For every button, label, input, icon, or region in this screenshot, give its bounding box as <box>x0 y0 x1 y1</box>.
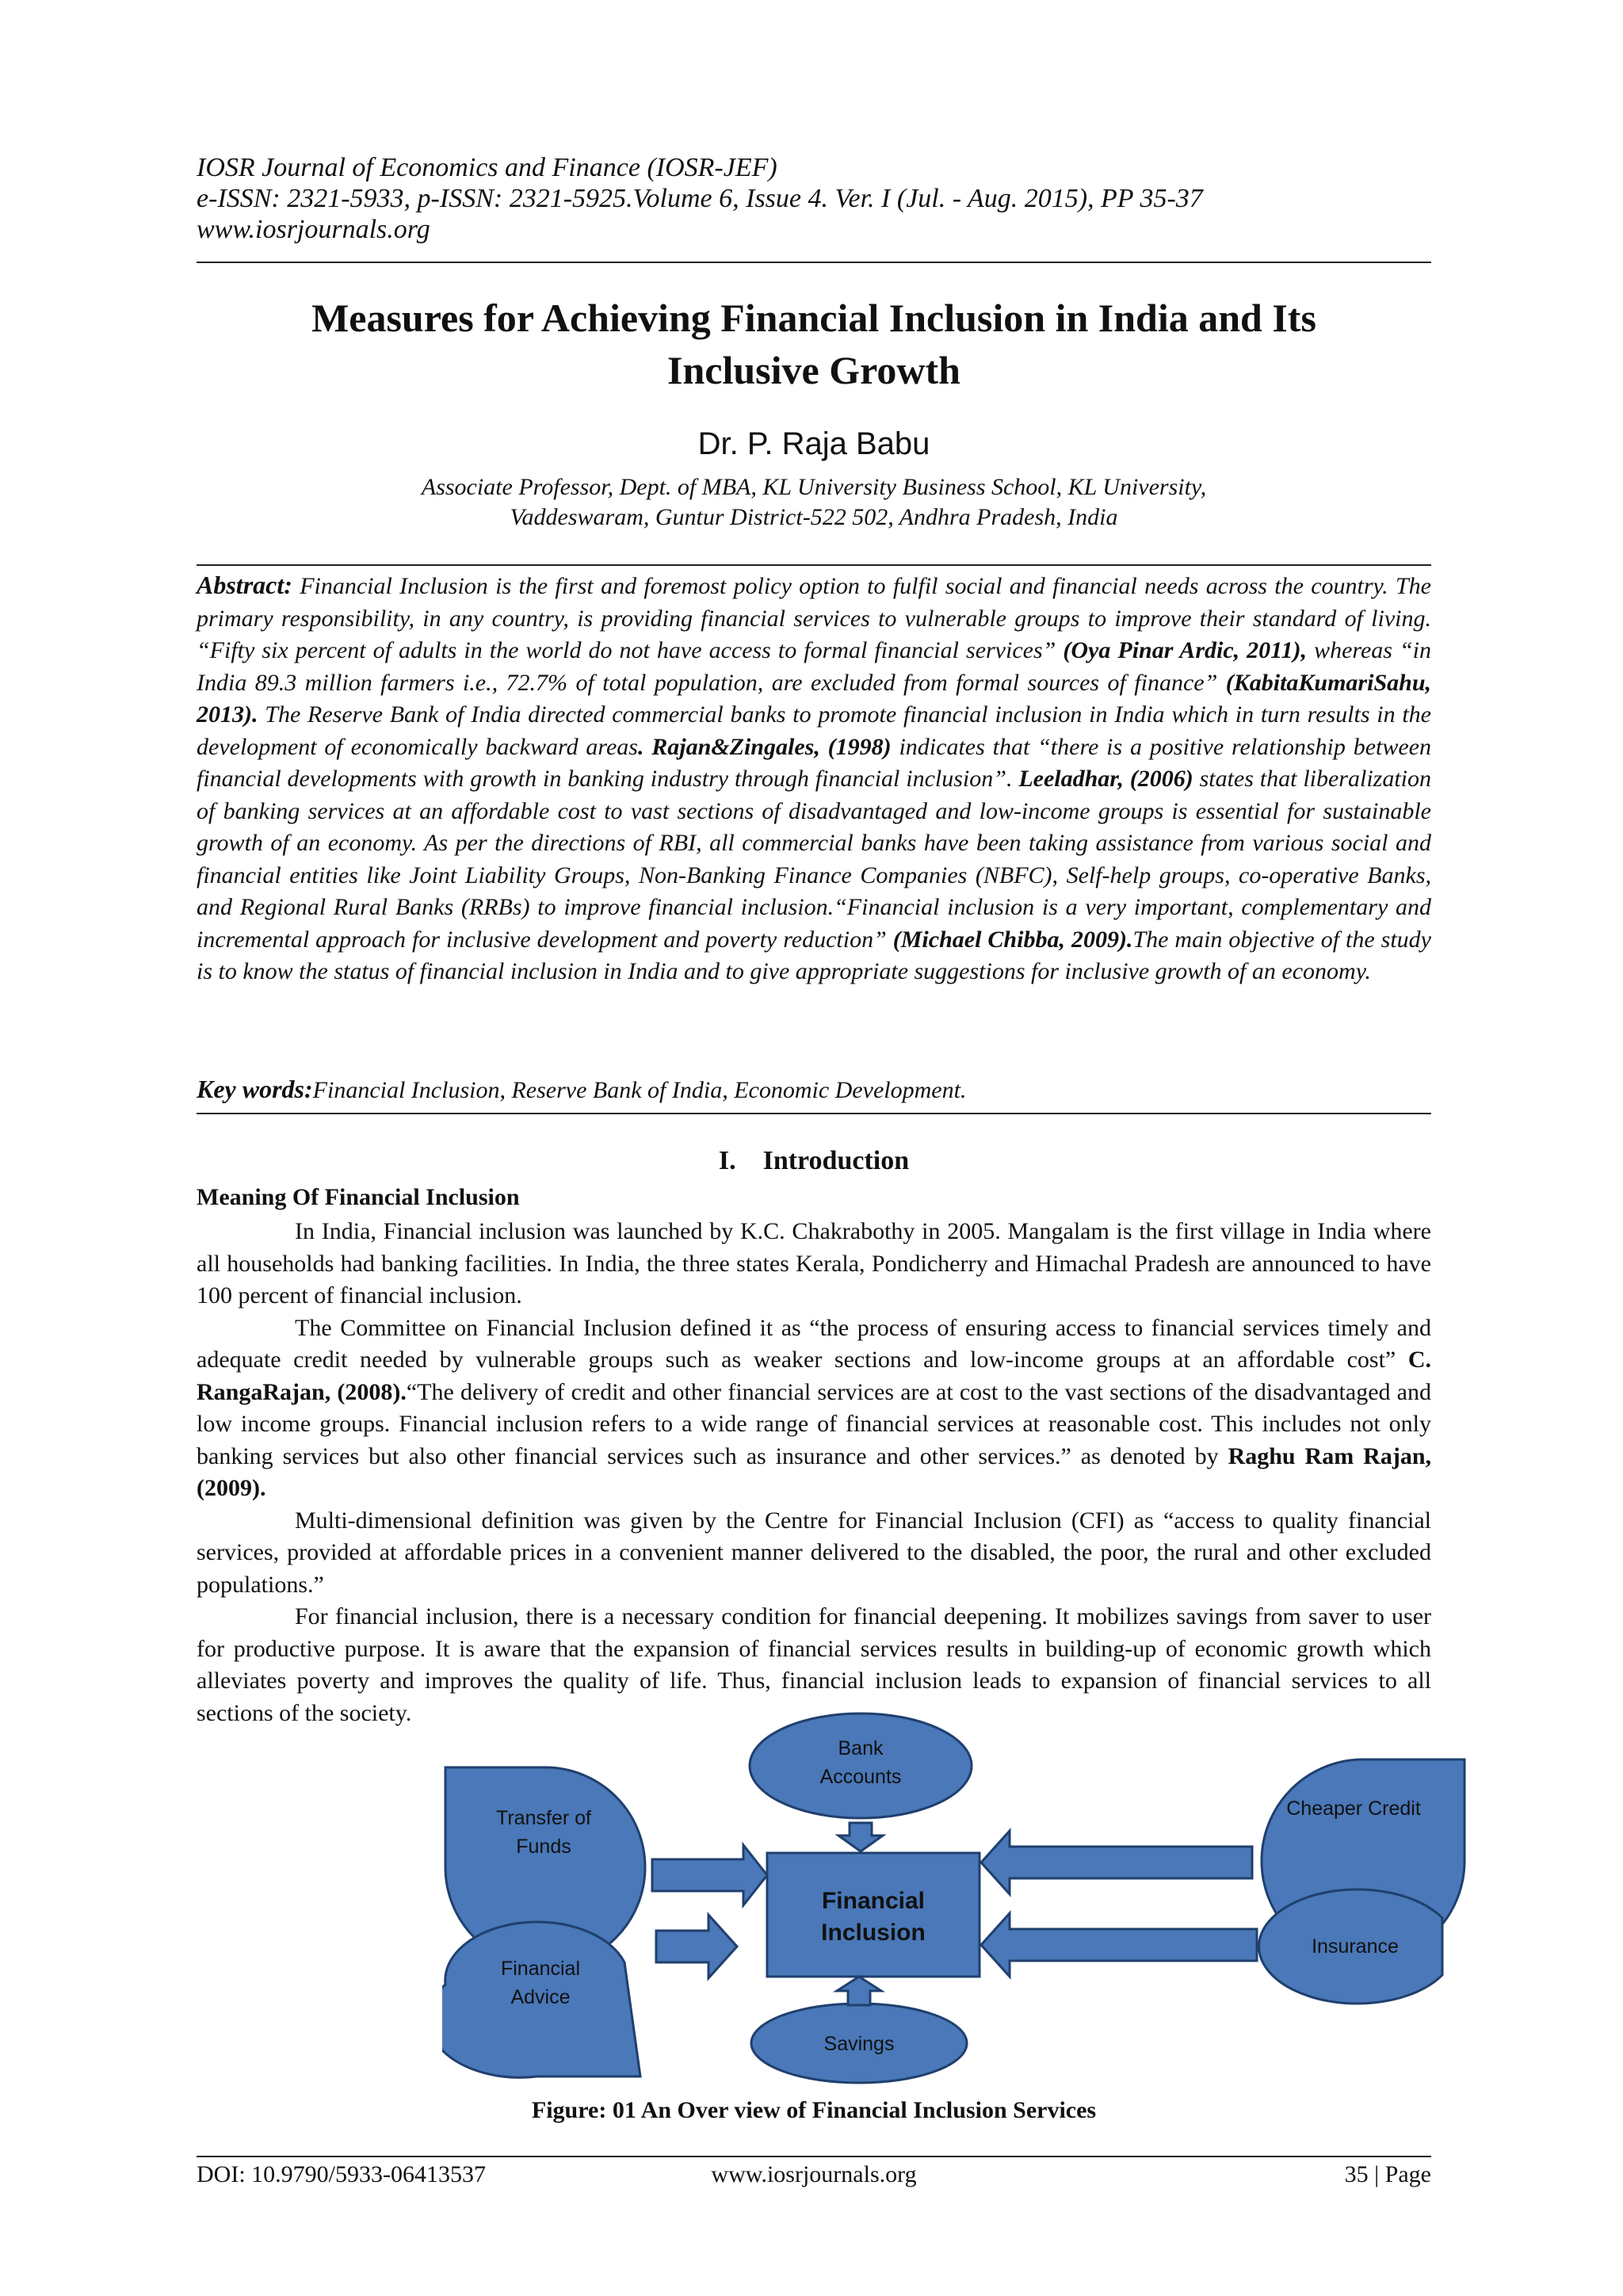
paragraph <box>197 1312 1431 1505</box>
arrow-advice-to-center <box>656 1915 737 1978</box>
subsection-heading: Meaning Of Financial Inclusion <box>197 1184 520 1210</box>
center-label-2: Inclusion <box>821 1920 926 1946</box>
section-heading: I. Introduction <box>718 1146 910 1175</box>
paragraph: Multi-dimensional definition was given by the Centre for Financial Inclusion (CFI) as “access to quality financial services, provided at affordable prices in a convenient manner delivered to the disabled, the poor, the rural and other excluded populations.” <box>197 1507 1431 1598</box>
arrow-credit-to-center <box>981 1831 1252 1894</box>
affiliation-line-1: Associate Professor, Dept. of MBA, KL University Business School, KL University, <box>421 474 1207 500</box>
financial-inclusion-center <box>767 1853 980 1977</box>
abstract-label: Abstract: <box>197 571 292 599</box>
journal-name: IOSR Journal of Economics and Finance (IOSR-JEF) <box>197 153 777 182</box>
paper-page <box>197 0 1431 2296</box>
savings-label: Savings <box>823 2033 895 2055</box>
citation: C. RangaRajan, (2008). <box>197 1347 1431 1405</box>
financial-advice-label-2: Advice <box>510 1986 571 2008</box>
abstract-text: states that liberalization of banking services at an affordable cost to vast sections of disadvantaged and low-income groups is essential for sustainable growth of an economy. As per the directions of RBI, all commercial banks have been taking assistance from various social and financial entities like Joint Liability Groups, Non-Banking Finance Companies (NBFC), Self-help groups, co-operative Banks, and Regional Rural Banks (RRBs) to improve financial inclusion.“Financial inclusion is a very important, complementary and incremental approach for inclusive development and poverty reduction” <box>197 766 1431 953</box>
cheaper-credit-label: Cheaper Credit <box>1286 1797 1421 1820</box>
abstract-top-rule <box>197 564 1431 566</box>
keywords-label: Key words: <box>197 1075 313 1103</box>
figure-caption: Figure: 01 An Over view of Financial Inclusion Services <box>531 2097 1097 2123</box>
transfer-funds-label-1: Transfer of <box>496 1807 591 1829</box>
arrow-transfer-to-center <box>652 1845 767 1905</box>
issn-line: e-ISSN: 2321-5933, p-ISSN: 2321-5925.Volume 6, Issue 4. Ver. I (Jul. - Aug. 2015), PP 35-37 <box>197 184 1203 213</box>
paragraph: For financial inclusion, there is a necessary condition for financial deepening. It mobilizes savings from saver to user for productive purpose. It is aware that the expansion of financial services results in building-up of economic growth which alleviates poverty and improves the quality of life. Thus, financial inclusion leads to expansion of financial services to all sections of the society. <box>197 1603 1431 1726</box>
financial-inclusion-diagram <box>442 1712 1472 2084</box>
keywords-text: Financial Inclusion, Reserve Bank of India, Economic Development. <box>312 1077 967 1103</box>
bank-accounts-label-1: Bank <box>838 1737 884 1759</box>
abstract-text: Financial Inclusion is the first and foremost policy option to fulfil social and financial needs across the country. The primary responsibility, in any country, is providing financial services to vulnerable groups to improve their standard of living. “Fifty six percent of adults in the world do not have access to formal financial services” <box>197 573 1431 663</box>
paper-title <box>197 292 1431 396</box>
citation: . Rajan&Zingales, (1998) <box>637 733 892 760</box>
author-name: Dr. P. Raja Babu <box>697 426 930 461</box>
insurance-label: Insurance <box>1312 1935 1399 1958</box>
paragraph-text: “The delivery of credit and other financial services are at cost to the vast sections of the disadvantaged and low income groups. Financial inclusion refers to a wide range of financial services at reasonable cost. This includes not only banking services but also other financial services such as insurance and other services.” as denoted by <box>197 1378 1432 1469</box>
citation: Leeladhar, (2006) <box>1018 766 1193 792</box>
footer-website: www.iosrjournals.org <box>711 2161 917 2187</box>
journal-header <box>197 152 1203 245</box>
arrow-insurance-to-center <box>981 1913 1257 1977</box>
paragraph-text: The Committee on Financial Inclusion defined it as “the process of ensuring access to financial services timely and adequate credit needed by vulnerable groups such as weaker sections and low-income groups at an affordable cost” <box>197 1314 1431 1373</box>
abstract-text: The Reserve Bank of India directed commercial banks to promote financial inclusion in India which in turn results in the development of economically backward areas <box>197 701 1431 760</box>
bank-accounts-label-2: Accounts <box>819 1766 902 1788</box>
citation: (Michael Chibba, 2009). <box>892 926 1133 953</box>
financial-advice-label-1: Financial <box>500 1958 581 1980</box>
center-label-1: Financial <box>821 1888 926 1914</box>
footer-rule <box>197 2156 1431 2157</box>
abstract-text: The main objective of the study is to know the status of financial inclusion in India and to give appropriate suggestions for inclusive growth of an economy. <box>197 926 1431 984</box>
paragraph: In India, Financial inclusion was launched by K.C. Chakrabothy in 2005. Mangalam is the first village in India where all households had banking facilities. In India, the three states Kerala, Pondicherry and Himachal Pradesh are announced to have 100 percent of financial inclusion. <box>197 1218 1431 1308</box>
header-rule <box>197 262 1431 263</box>
abstract-text: whereas “in India 89.3 million farmers i.e., 72.7% of total population, are excluded from formal sources of finance” <box>197 637 1432 696</box>
arrow-savings-to-center <box>837 1977 881 2005</box>
transfer-funds-label-2: Funds <box>516 1836 571 1858</box>
arrow-bank-to-center <box>838 1823 883 1851</box>
journal-website: www.iosrjournals.org <box>197 215 430 244</box>
citation: (KabitaKumariSahu, 2013). <box>197 669 1431 728</box>
abstract <box>197 569 1431 988</box>
keywords <box>197 1075 1431 1104</box>
author-affiliation <box>197 472 1431 533</box>
page-number: 35 | Page <box>1344 2161 1431 2187</box>
abstract-text: indicates that “there is a positive relationship between financial developments with growth in banking industry through financial inclusion”. <box>197 733 1431 792</box>
body-text <box>197 1216 1431 1729</box>
doi: DOI: 10.9790/5933-06413537 <box>197 2161 486 2187</box>
citation: Raghu Ram Rajan, (2009). <box>197 1442 1432 1501</box>
abstract-bottom-rule <box>197 1113 1431 1114</box>
title-line-2: Inclusive Growth <box>667 348 960 392</box>
citation: (Oya Pinar Ardic, 2011), <box>1063 637 1308 663</box>
affiliation-line-2: Vaddeswaram, Guntur District-522 502, Andhra Pradesh, India <box>510 504 1118 530</box>
title-line-1: Measures for Achieving Financial Inclusion in India and Its <box>311 296 1316 340</box>
